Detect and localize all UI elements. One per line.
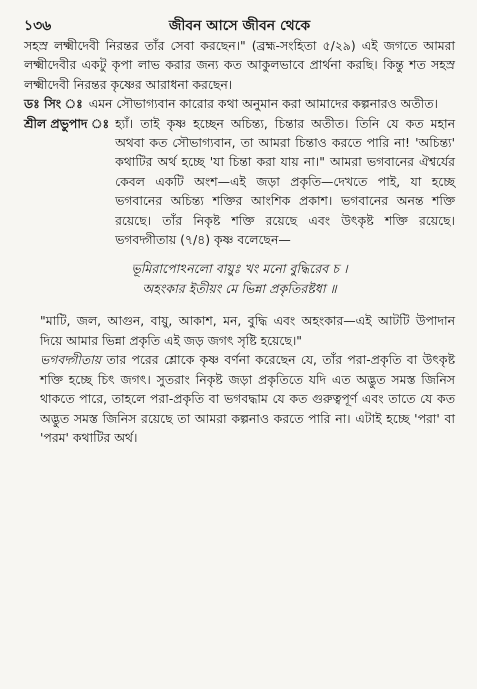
dialogue-prabhupada [24,114,455,250]
dialogue-text-dr-singh: এমন সৌভাগ্যবান কারোর কথা অনুমান করা আমাদের কল্পনারও অতীত। [88,96,438,112]
sanskrit-verse [24,259,455,299]
speaker-prabhupada: শ্রীল প্রভুপাদ ঃ [24,115,110,131]
paragraph-closing-text: তার পরের শ্লোকে কৃষ্ণ বর্ণনা করেছেন যে, তাঁর পরা-প্রকৃতি বা উৎকৃষ্ট শক্তি হচ্ছে চিৎ জগৎ। সুতরাং নিকৃষ্ট জড়া প্রকৃতিতে যদি এত অদ্ভুত সমস্ত জিনিস থাকতে পারে, তাহলে পরা-প্রকৃতি বা ভগবদ্ধাম যে কত গুরুত্বপূর্ণ এবং তাতে যে কত অদ্ভুত সমস্ত জিনিস রয়েছে তা আমরা কল্পনাও করতে পারি না। এটাই হচ্ছে 'পরা' বা 'পরম' কথাটির অর্থ। [40,352,455,445]
verse-translation: "মাটি, জল, আগুন, বায়ু, আকাশ, মন, বুদ্ধি এবং অহংকার—এই আটটি উপাদান দিয়ে আমার ভিন্না প্রকৃতি এই জড় জগৎ সৃষ্টি হয়েছে।" [40,313,455,348]
page-number: ১৩৬ [24,18,52,34]
page-header [24,12,455,36]
paragraph-closing [24,350,455,447]
speaker-dr-singh: ডঃ সিং ঃ [24,96,83,112]
verse-line-1: ভূমিরাপোঽনলো বায়ুঃ খং মনো বুদ্ধিরেব চ । [131,261,348,277]
dialogue-dr-singh [24,94,455,113]
running-head: জীবন আসে জীবন থেকে [168,18,311,34]
book-title-gita: ভগবদ্গীতায় [40,352,102,368]
dialogue-text-prabhupada: হ্যাঁ। তাই কৃষ্ণ হচ্ছেন অচিন্ত্য, চিন্তার অতীত। তিনি যে কত মহান অথবা কত সৌভাগ্যবান, তা আমরা চিন্তাও করতে পারি না! 'অচিন্ত্য' কথাটির অর্থ হচ্ছে 'যা চিন্তা করা যায় না।" আমরা ভগবানের ঐশ্বর্যের কেবল একটি অংশ—এই জড়া প্রকৃতি—দেখতে পাই, যা হচ্ছে ভগবানের অচিন্ত্য শক্তির আংশিক প্রকাশ। ভগবানের অনন্ত শক্তি রয়েছে। তাঁর নিকৃষ্ট শক্তি রয়েছে এবং উৎকৃষ্ট শক্তি রয়েছে। ভগবদ্গীতায় (৭/৪) কৃষ্ণ বলেছেন— [115,115,455,248]
verse-line-2: অহংকার ইতীয়ং মে ভিন্না প্রকৃতিরষ্টধা ॥ [142,281,337,297]
page-body [24,36,455,447]
paragraph-opening: সহস্র লক্ষ্মীদেবী নিরন্তর তাঁর সেবা করছেন।" (ব্রহ্ম-সংহিতা ৫/২৯) এই জগতে আমরা লক্ষ্মীদেবীর একটু কৃপা লাভ করার জন্য কত আকুলভাবে প্রার্থনা করছি। কিন্তু শত সহস্র লক্ষ্মীদেবী নিরন্তর কৃষ্ণের আরাধনা করছেন। [24,38,455,92]
